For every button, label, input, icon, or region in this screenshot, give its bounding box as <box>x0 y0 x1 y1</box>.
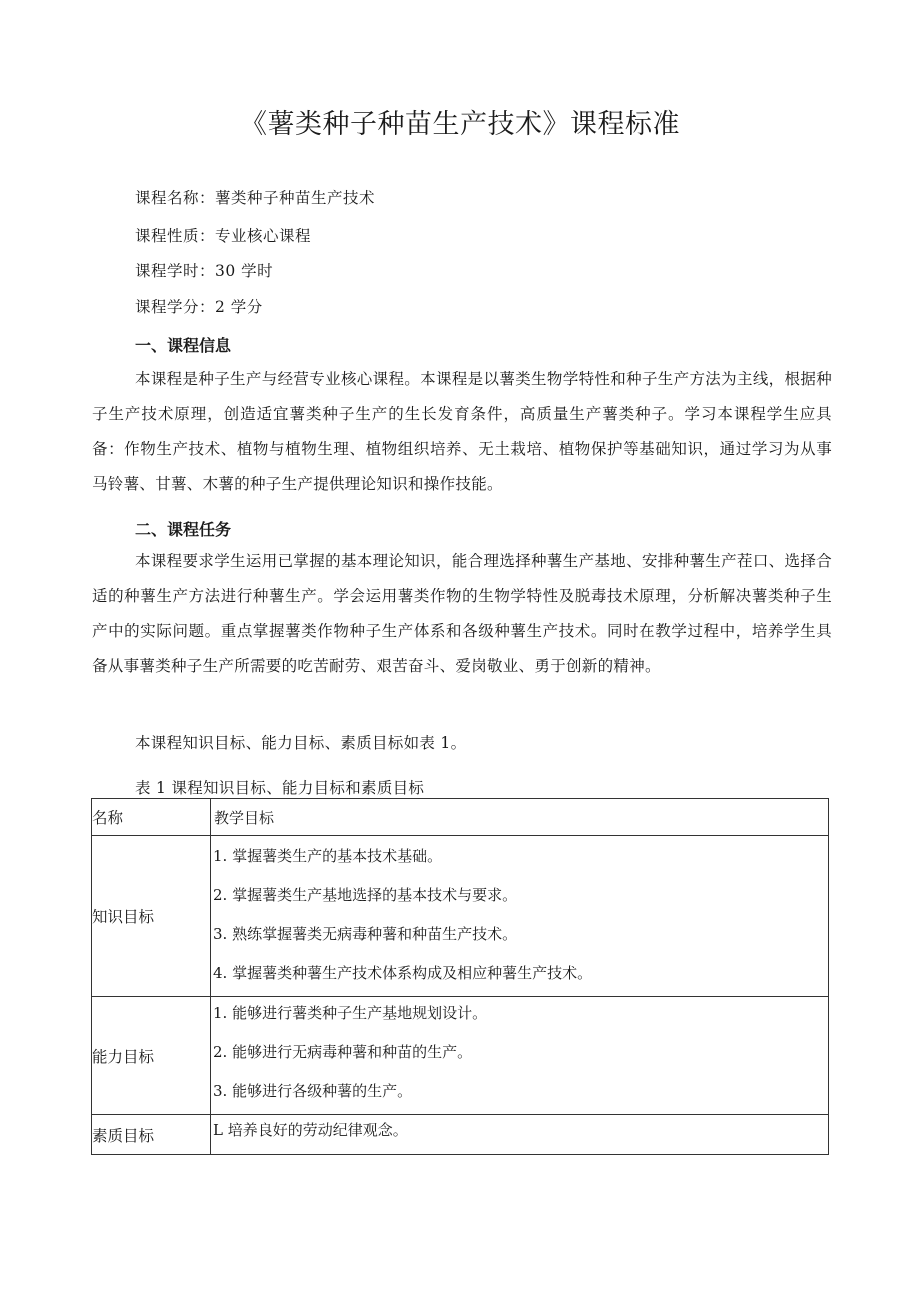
course-nature: 课程性质：专业核心课程 <box>135 227 312 245</box>
course-name: 课程名称：薯类种子种苗生产技术 <box>135 189 376 207</box>
table-reference-paragraph: 本课程知识目标、能力目标、素质目标如表 1。 <box>135 734 467 752</box>
table-row-quality <box>92 1115 829 1155</box>
table-row-ability <box>92 997 829 1115</box>
row-name-knowledge: 知识目标 <box>92 836 211 997</box>
list-item: 2. 掌握薯类生产基地选择的基本技术与要求。 <box>213 886 518 904</box>
course-tasks-paragraph: 本课程要求学生运用已掌握的基本理论知识，能合理选择种薯生产基地、安排种薯生产茬口、选择合适的种薯生产方法进行种薯生产。学会运用薯类作物的生物学特性及脱毒技术原理，分析解决薯类种子生产中的实际问题。重点掌握薯类作物种子生产体系和各级种薯生产技术。同时在教学过程中，培养学生具备从事薯类种子生产所需要的吃苦耐劳、艰苦奋斗、爱岗敬业、勇于创新的精神。 <box>92 552 832 675</box>
row-items-quality <box>211 1115 829 1155</box>
section-heading-course-tasks: 二、课程任务 <box>135 520 232 539</box>
course-credits: 课程学分：2 学分 <box>135 298 263 316</box>
row-name-quality: 素质目标 <box>92 1115 211 1155</box>
course-info-paragraph: 本课程是种子生产与经营专业核心课程。本课程是以薯类生物学特性和种子生产方法为主线，根据种子生产技术原理，创造适宜薯类种子生产的生长发育条件，高质量生产薯类种子。学习本课程学生应具备：作物生产技术、植物与植物生理、植物组织培养、无土栽培、植物保护等基础知识，通过学习为从事马铃薯、甘薯、木薯的种子生产提供理论知识和操作技能。 <box>92 370 832 493</box>
row-items-ability <box>211 997 829 1115</box>
list-item: 3. 能够进行各级种薯的生产。 <box>213 1082 413 1100</box>
header-goals: 教学目标 <box>211 799 829 836</box>
row-name-ability: 能力目标 <box>92 997 211 1115</box>
row-items-knowledge <box>211 836 829 997</box>
table-caption: 表 1 课程知识目标、能力目标和素质目标 <box>135 779 425 797</box>
table-header-row <box>92 799 829 836</box>
list-item: L 培养良好的劳动纪律观念。 <box>213 1121 408 1139</box>
list-item: 1. 能够进行薯类种子生产基地规划设计。 <box>213 1004 488 1022</box>
header-name: 名称 <box>92 799 211 836</box>
list-item: 1. 掌握薯类生产的基本技术基础。 <box>213 847 443 865</box>
list-item: 2. 能够进行无病毒种薯和种苗的生产。 <box>213 1043 473 1061</box>
table-row-knowledge <box>92 836 829 997</box>
section-heading-course-info: 一、课程信息 <box>135 336 232 355</box>
course-hours: 课程学时：30 学时 <box>135 262 274 280</box>
goals-table <box>91 798 829 1155</box>
page-title: 《薯类种子种苗生产技术》课程标准 <box>240 109 680 140</box>
list-item: 4. 掌握薯类种薯生产技术体系构成及相应种薯生产技术。 <box>213 964 593 982</box>
list-item: 3. 熟练掌握薯类无病毒种薯和种苗生产技术。 <box>213 925 518 943</box>
